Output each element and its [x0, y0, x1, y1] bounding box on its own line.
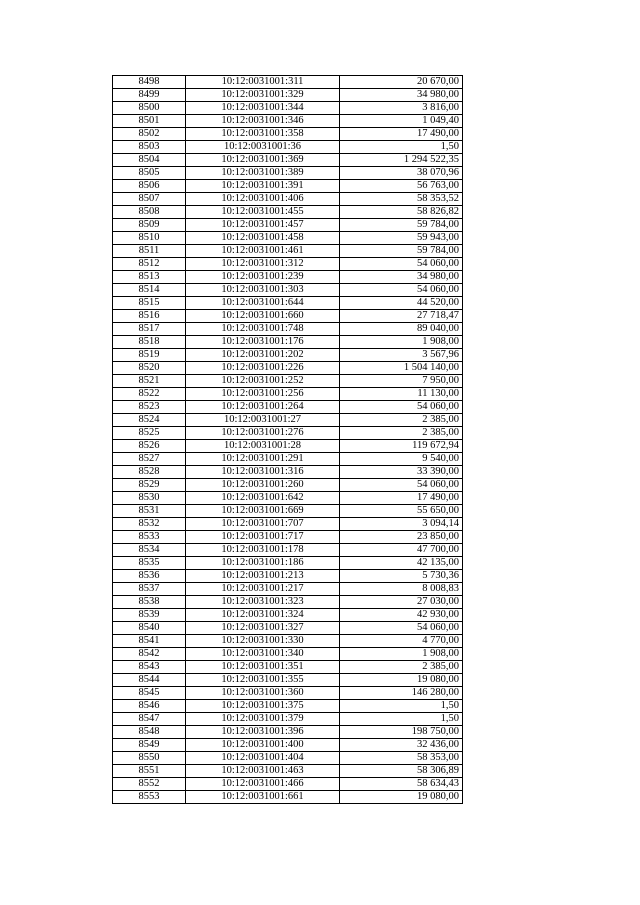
- value-cell: 5 730,36: [340, 570, 463, 583]
- table-row: [113, 102, 463, 115]
- row-number-cell: 8527: [113, 453, 186, 466]
- table-row: [113, 739, 463, 752]
- value-cell: 47 700,00: [340, 544, 463, 557]
- row-number-cell: 8521: [113, 375, 186, 388]
- cadastral-number-cell: 10:12:0031001:346: [186, 115, 340, 128]
- value-cell: 17 490,00: [340, 128, 463, 141]
- row-number-cell: 8505: [113, 167, 186, 180]
- value-cell: 55 650,00: [340, 505, 463, 518]
- table-row: [113, 232, 463, 245]
- row-number-cell: 8540: [113, 622, 186, 635]
- cadastral-number-cell: 10:12:0031001:264: [186, 401, 340, 414]
- value-cell: 20 670,00: [340, 76, 463, 89]
- table-row: [113, 89, 463, 102]
- value-cell: 1,50: [340, 141, 463, 154]
- value-cell: 59 784,00: [340, 219, 463, 232]
- value-cell: 34 980,00: [340, 89, 463, 102]
- table-row: [113, 700, 463, 713]
- table-body: [113, 76, 463, 804]
- row-number-cell: 8512: [113, 258, 186, 271]
- cadastral-number-cell: 10:12:0031001:291: [186, 453, 340, 466]
- row-number-cell: 8517: [113, 323, 186, 336]
- row-number-cell: 8539: [113, 609, 186, 622]
- row-number-cell: 8500: [113, 102, 186, 115]
- value-cell: 3 094,14: [340, 518, 463, 531]
- table-row: [113, 76, 463, 89]
- value-cell: 1 504 140,00: [340, 362, 463, 375]
- cadastral-number-cell: 10:12:0031001:252: [186, 375, 340, 388]
- value-cell: 119 672,94: [340, 440, 463, 453]
- cadastral-number-cell: 10:12:0031001:707: [186, 518, 340, 531]
- table-row: [113, 466, 463, 479]
- value-cell: 42 135,00: [340, 557, 463, 570]
- cadastral-number-cell: 10:12:0031001:379: [186, 713, 340, 726]
- table-row: [113, 765, 463, 778]
- table-row: [113, 388, 463, 401]
- row-number-cell: 8536: [113, 570, 186, 583]
- cadastral-number-cell: 10:12:0031001:176: [186, 336, 340, 349]
- value-cell: 54 060,00: [340, 479, 463, 492]
- row-number-cell: 8515: [113, 297, 186, 310]
- cadastral-number-cell: 10:12:0031001:642: [186, 492, 340, 505]
- cadastral-number-cell: 10:12:0031001:217: [186, 583, 340, 596]
- row-number-cell: 8503: [113, 141, 186, 154]
- row-number-cell: 8526: [113, 440, 186, 453]
- cadastral-number-cell: 10:12:0031001:226: [186, 362, 340, 375]
- value-cell: 89 040,00: [340, 323, 463, 336]
- cadastral-number-cell: 10:12:0031001:330: [186, 635, 340, 648]
- row-number-cell: 8532: [113, 518, 186, 531]
- table-row: [113, 167, 463, 180]
- value-cell: 54 060,00: [340, 622, 463, 635]
- table-row: [113, 518, 463, 531]
- cadastral-number-cell: 10:12:0031001:28: [186, 440, 340, 453]
- row-number-cell: 8530: [113, 492, 186, 505]
- cadastral-values-table: [112, 75, 463, 804]
- row-number-cell: 8506: [113, 180, 186, 193]
- row-number-cell: 8520: [113, 362, 186, 375]
- table-row: [113, 362, 463, 375]
- row-number-cell: 8504: [113, 154, 186, 167]
- row-number-cell: 8511: [113, 245, 186, 258]
- value-cell: 3 816,00: [340, 102, 463, 115]
- row-number-cell: 8552: [113, 778, 186, 791]
- value-cell: 59 943,00: [340, 232, 463, 245]
- value-cell: 3 567,96: [340, 349, 463, 362]
- value-cell: 7 950,00: [340, 375, 463, 388]
- cadastral-number-cell: 10:12:0031001:406: [186, 193, 340, 206]
- row-number-cell: 8546: [113, 700, 186, 713]
- table-row: [113, 596, 463, 609]
- cadastral-number-cell: 10:12:0031001:375: [186, 700, 340, 713]
- value-cell: 146 280,00: [340, 687, 463, 700]
- row-number-cell: 8542: [113, 648, 186, 661]
- table-row: [113, 180, 463, 193]
- value-cell: 54 060,00: [340, 258, 463, 271]
- row-number-cell: 8538: [113, 596, 186, 609]
- cadastral-number-cell: 10:12:0031001:660: [186, 310, 340, 323]
- table-row: [113, 687, 463, 700]
- table-row: [113, 570, 463, 583]
- table-row: [113, 141, 463, 154]
- table-row: [113, 401, 463, 414]
- cadastral-number-cell: 10:12:0031001:457: [186, 219, 340, 232]
- table-row: [113, 375, 463, 388]
- value-cell: 2 385,00: [340, 414, 463, 427]
- table-row: [113, 349, 463, 362]
- table-row: [113, 791, 463, 804]
- table-row: [113, 427, 463, 440]
- cadastral-number-cell: 10:12:0031001:458: [186, 232, 340, 245]
- table-row: [113, 193, 463, 206]
- value-cell: 42 930,00: [340, 609, 463, 622]
- row-number-cell: 8498: [113, 76, 186, 89]
- cadastral-number-cell: 10:12:0031001:669: [186, 505, 340, 518]
- cadastral-number-cell: 10:12:0031001:316: [186, 466, 340, 479]
- table-row: [113, 479, 463, 492]
- value-cell: 11 130,00: [340, 388, 463, 401]
- row-number-cell: 8501: [113, 115, 186, 128]
- value-cell: 58 353,00: [340, 752, 463, 765]
- row-number-cell: 8528: [113, 466, 186, 479]
- table-row: [113, 115, 463, 128]
- value-cell: 54 060,00: [340, 401, 463, 414]
- row-number-cell: 8547: [113, 713, 186, 726]
- value-cell: 34 980,00: [340, 271, 463, 284]
- value-cell: 27 030,00: [340, 596, 463, 609]
- cadastral-number-cell: 10:12:0031001:463: [186, 765, 340, 778]
- value-cell: 1 294 522,35: [340, 154, 463, 167]
- value-cell: 2 385,00: [340, 427, 463, 440]
- table-row: [113, 336, 463, 349]
- value-cell: 17 490,00: [340, 492, 463, 505]
- cadastral-number-cell: 10:12:0031001:351: [186, 661, 340, 674]
- cadastral-number-cell: 10:12:0031001:202: [186, 349, 340, 362]
- cadastral-number-cell: 10:12:0031001:396: [186, 726, 340, 739]
- value-cell: 58 353,52: [340, 193, 463, 206]
- row-number-cell: 8509: [113, 219, 186, 232]
- row-number-cell: 8529: [113, 479, 186, 492]
- table-row: [113, 453, 463, 466]
- row-number-cell: 8550: [113, 752, 186, 765]
- row-number-cell: 8544: [113, 674, 186, 687]
- row-number-cell: 8548: [113, 726, 186, 739]
- table-row: [113, 544, 463, 557]
- row-number-cell: 8516: [113, 310, 186, 323]
- row-number-cell: 8510: [113, 232, 186, 245]
- row-number-cell: 8531: [113, 505, 186, 518]
- cadastral-number-cell: 10:12:0031001:344: [186, 102, 340, 115]
- cadastral-number-cell: 10:12:0031001:400: [186, 739, 340, 752]
- cadastral-number-cell: 10:12:0031001:461: [186, 245, 340, 258]
- cadastral-number-cell: 10:12:0031001:455: [186, 206, 340, 219]
- cadastral-number-cell: 10:12:0031001:340: [186, 648, 340, 661]
- row-number-cell: 8553: [113, 791, 186, 804]
- value-cell: 33 390,00: [340, 466, 463, 479]
- table-row: [113, 531, 463, 544]
- table-row: [113, 752, 463, 765]
- cadastral-number-cell: 10:12:0031001:748: [186, 323, 340, 336]
- cadastral-number-cell: 10:12:0031001:389: [186, 167, 340, 180]
- table-row: [113, 609, 463, 622]
- value-cell: 2 385,00: [340, 661, 463, 674]
- value-cell: 1,50: [340, 700, 463, 713]
- table-row: [113, 726, 463, 739]
- row-number-cell: 8518: [113, 336, 186, 349]
- cadastral-number-cell: 10:12:0031001:355: [186, 674, 340, 687]
- cadastral-number-cell: 10:12:0031001:276: [186, 427, 340, 440]
- row-number-cell: 8502: [113, 128, 186, 141]
- row-number-cell: 8507: [113, 193, 186, 206]
- table-row: [113, 713, 463, 726]
- table-row: [113, 778, 463, 791]
- row-number-cell: 8541: [113, 635, 186, 648]
- table-row: [113, 414, 463, 427]
- table-row: [113, 648, 463, 661]
- table-row: [113, 323, 463, 336]
- cadastral-number-cell: 10:12:0031001:27: [186, 414, 340, 427]
- value-cell: 59 784,00: [340, 245, 463, 258]
- row-number-cell: 8523: [113, 401, 186, 414]
- row-number-cell: 8513: [113, 271, 186, 284]
- row-number-cell: 8525: [113, 427, 186, 440]
- table-row: [113, 284, 463, 297]
- table-row: [113, 492, 463, 505]
- row-number-cell: 8499: [113, 89, 186, 102]
- table-row: [113, 505, 463, 518]
- value-cell: 38 070,96: [340, 167, 463, 180]
- table-row: [113, 206, 463, 219]
- value-cell: 32 436,00: [340, 739, 463, 752]
- row-number-cell: 8534: [113, 544, 186, 557]
- cadastral-number-cell: 10:12:0031001:466: [186, 778, 340, 791]
- row-number-cell: 8545: [113, 687, 186, 700]
- cadastral-number-cell: 10:12:0031001:717: [186, 531, 340, 544]
- value-cell: 27 718,47: [340, 310, 463, 323]
- table-row: [113, 661, 463, 674]
- table-row: [113, 583, 463, 596]
- table-row: [113, 219, 463, 232]
- value-cell: 198 750,00: [340, 726, 463, 739]
- cadastral-number-cell: 10:12:0031001:36: [186, 141, 340, 154]
- row-number-cell: 8535: [113, 557, 186, 570]
- cadastral-number-cell: 10:12:0031001:324: [186, 609, 340, 622]
- cadastral-number-cell: 10:12:0031001:213: [186, 570, 340, 583]
- row-number-cell: 8519: [113, 349, 186, 362]
- row-number-cell: 8508: [113, 206, 186, 219]
- row-number-cell: 8537: [113, 583, 186, 596]
- cadastral-number-cell: 10:12:0031001:256: [186, 388, 340, 401]
- cadastral-number-cell: 10:12:0031001:178: [186, 544, 340, 557]
- cadastral-number-cell: 10:12:0031001:327: [186, 622, 340, 635]
- table-row: [113, 440, 463, 453]
- value-cell: 58 306,89: [340, 765, 463, 778]
- row-number-cell: 8543: [113, 661, 186, 674]
- value-cell: 23 850,00: [340, 531, 463, 544]
- row-number-cell: 8522: [113, 388, 186, 401]
- value-cell: 44 520,00: [340, 297, 463, 310]
- row-number-cell: 8514: [113, 284, 186, 297]
- value-cell: 58 634,43: [340, 778, 463, 791]
- cadastral-number-cell: 10:12:0031001:311: [186, 76, 340, 89]
- table-row: [113, 297, 463, 310]
- table-row: [113, 310, 463, 323]
- cadastral-number-cell: 10:12:0031001:186: [186, 557, 340, 570]
- table-row: [113, 622, 463, 635]
- cadastral-number-cell: 10:12:0031001:303: [186, 284, 340, 297]
- table-row: [113, 245, 463, 258]
- value-cell: 1 908,00: [340, 648, 463, 661]
- table-row: [113, 271, 463, 284]
- cadastral-number-cell: 10:12:0031001:404: [186, 752, 340, 765]
- row-number-cell: 8549: [113, 739, 186, 752]
- value-cell: 19 080,00: [340, 674, 463, 687]
- value-cell: 58 826,82: [340, 206, 463, 219]
- cadastral-number-cell: 10:12:0031001:260: [186, 479, 340, 492]
- cadastral-number-cell: 10:12:0031001:644: [186, 297, 340, 310]
- value-cell: 1 049,40: [340, 115, 463, 128]
- cadastral-number-cell: 10:12:0031001:312: [186, 258, 340, 271]
- row-number-cell: 8524: [113, 414, 186, 427]
- cadastral-number-cell: 10:12:0031001:369: [186, 154, 340, 167]
- table-row: [113, 128, 463, 141]
- cadastral-number-cell: 10:12:0031001:323: [186, 596, 340, 609]
- table-row: [113, 258, 463, 271]
- table-row: [113, 154, 463, 167]
- value-cell: 1,50: [340, 713, 463, 726]
- cadastral-number-cell: 10:12:0031001:329: [186, 89, 340, 102]
- value-cell: 56 763,00: [340, 180, 463, 193]
- cadastral-number-cell: 10:12:0031001:239: [186, 271, 340, 284]
- value-cell: 54 060,00: [340, 284, 463, 297]
- cadastral-number-cell: 10:12:0031001:358: [186, 128, 340, 141]
- value-cell: 4 770,00: [340, 635, 463, 648]
- value-cell: 1 908,00: [340, 336, 463, 349]
- row-number-cell: 8533: [113, 531, 186, 544]
- cadastral-number-cell: 10:12:0031001:391: [186, 180, 340, 193]
- value-cell: 9 540,00: [340, 453, 463, 466]
- table-row: [113, 674, 463, 687]
- value-cell: 8 008,83: [340, 583, 463, 596]
- row-number-cell: 8551: [113, 765, 186, 778]
- table-row: [113, 635, 463, 648]
- cadastral-number-cell: 10:12:0031001:661: [186, 791, 340, 804]
- value-cell: 19 080,00: [340, 791, 463, 804]
- cadastral-number-cell: 10:12:0031001:360: [186, 687, 340, 700]
- table-row: [113, 557, 463, 570]
